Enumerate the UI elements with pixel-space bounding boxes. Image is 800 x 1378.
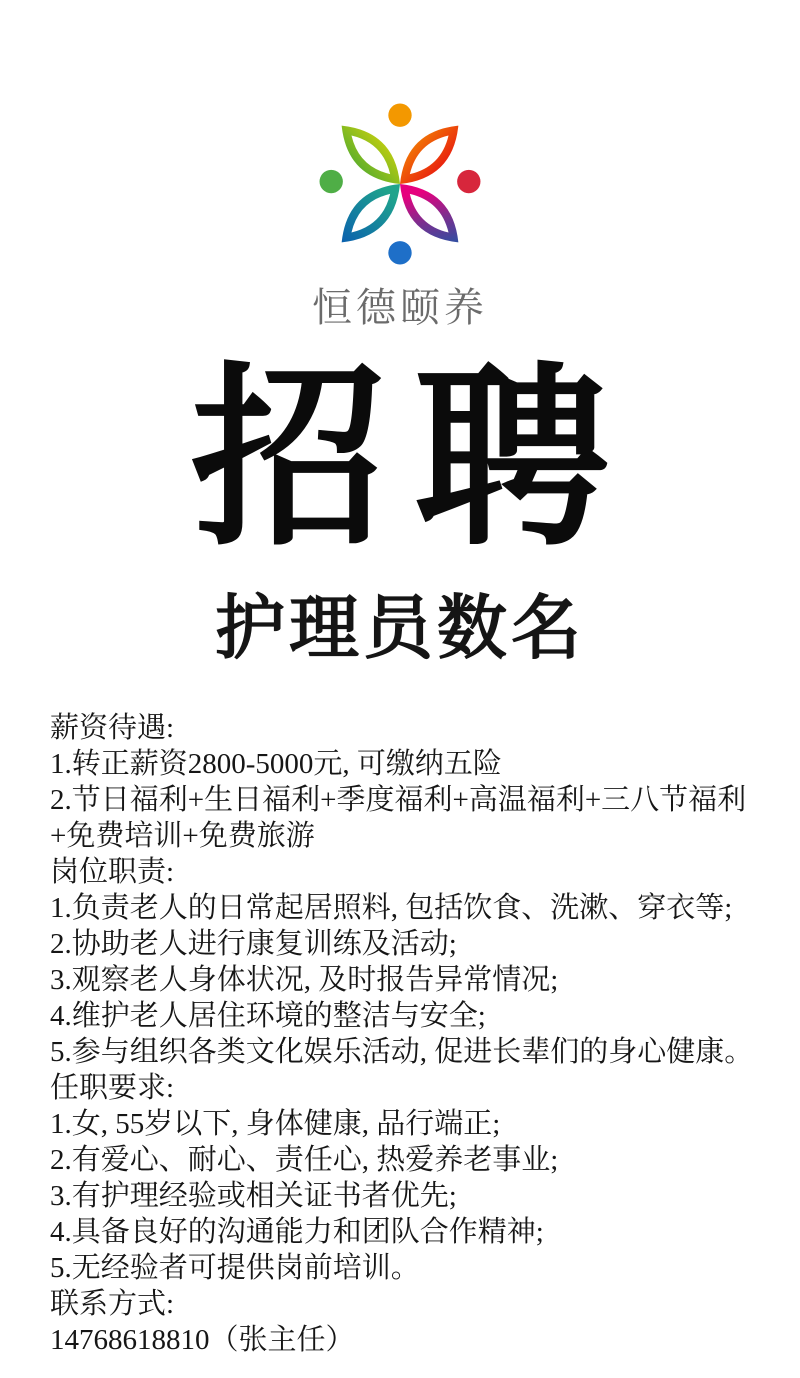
contact-heading: 联系方式: (50, 1288, 175, 1321)
requirements-line: 5.无经验者可提供岗前培训。 (50, 1252, 420, 1285)
logo-dot-right (457, 170, 480, 193)
contact-phone: 14768618810（张主任） (50, 1324, 355, 1357)
duties-line: 3.观察老人身体状况, 及时报告异常情况; (50, 964, 559, 997)
duties-line: 4.维护老人居住环境的整洁与安全; (50, 1000, 486, 1033)
duties-line: 5.参与组织各类文化娱乐活动, 促进长辈们的身心健康。 (50, 1036, 754, 1069)
section-duties (50, 854, 760, 1070)
salary-line: 2.节日福利+生日福利+季度福利+高温福利+三八节福利 (50, 784, 747, 817)
poster-body (0, 710, 800, 1358)
salary-heading: 薪资待遇: (50, 712, 175, 745)
logo-dot-left (320, 170, 343, 193)
flower-logo-icon (314, 98, 486, 270)
requirements-line: 3.有护理经验或相关证书者优先; (50, 1180, 457, 1213)
section-contact (50, 1286, 760, 1358)
duties-heading: 岗位职责: (50, 856, 175, 889)
requirements-line: 1.女, 55岁以下, 身体健康, 品行端正; (50, 1108, 501, 1141)
requirements-heading: 任职要求: (50, 1072, 175, 1105)
poster-title: 招聘 (191, 343, 637, 572)
section-requirements (50, 1070, 760, 1286)
logo-dot-top (388, 104, 411, 127)
salary-line: 1.转正薪资2800-5000元, 可缴纳五险 (50, 748, 502, 781)
requirements-line: 2.有爱心、耐心、责任心, 热爱养老事业; (50, 1144, 559, 1177)
salary-line: +免费培训+免费旅游 (50, 820, 315, 853)
requirements-line: 4.具备良好的沟通能力和团队合作精神; (50, 1216, 544, 1249)
duties-line: 2.协助老人进行康复训练及活动; (50, 928, 457, 961)
poster-subtitle: 护理员数名 (215, 585, 585, 669)
section-salary (50, 710, 760, 854)
duties-line: 1.负责老人的日常起居照料, 包括饮食、洗漱、穿衣等; (50, 892, 733, 925)
logo-dot-bottom (388, 241, 411, 264)
brand-name: 恒德颐养 (312, 286, 488, 330)
brand-logo (0, 0, 800, 333)
